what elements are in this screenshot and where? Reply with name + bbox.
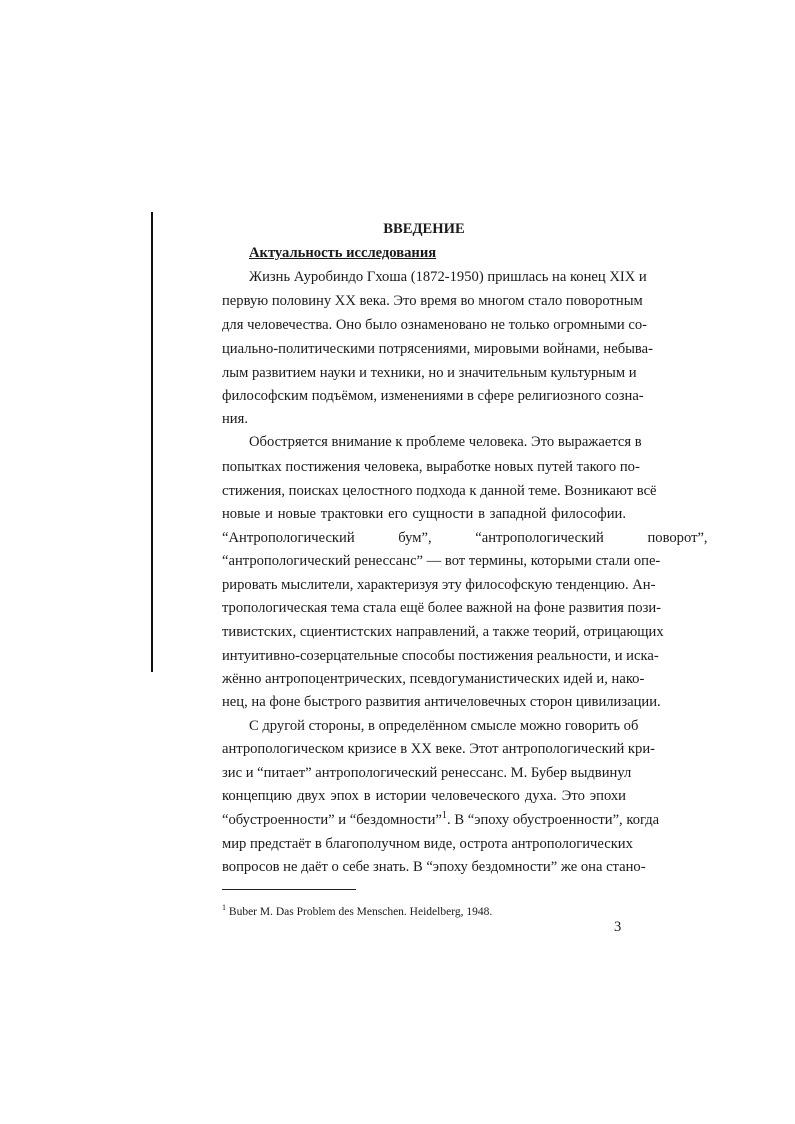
footnote-ref: 1: [441, 810, 448, 822]
p2-line-3: стижения, поисках целостного подхода к данной теме. Возникают всё: [222, 483, 657, 499]
p1-line-1: Жизнь Ауробиндо Гхоша (1872-1950) пришлась на конец XIX и: [249, 269, 647, 285]
p1-line-3: для человечества. Оно было ознаменовано не только огромными со-: [222, 317, 647, 333]
p2-line-10: интуитивно-созерцательные способы постижения реальности, и иска-: [222, 648, 659, 664]
p1-line-4: циально-политическими потрясениями, мировыми войнами, небыва-: [222, 341, 653, 357]
p1-line-7: ния.: [222, 411, 248, 427]
footnote-text: Buber M. Das Problem des Menschen. Heidelberg, 1948.: [226, 906, 493, 918]
footnote-marker: 1: [222, 903, 227, 913]
p2-line-2: попытках постижения человека, выработке новых путей такого по-: [222, 459, 640, 475]
p2-line-12: нец, на фоне быстрого развития античеловечных сторон цивилизации.: [222, 694, 661, 710]
p2-line-8: тропологическая тема стала ещё более важной на фоне развития пози-: [222, 600, 662, 616]
p2-line-5: “Антропологический бум”, “антропологический поворот”,: [222, 530, 708, 546]
p3-line-5: [222, 810, 660, 829]
p2-line-9: тивистских, сциентистских направлений, а также теорий, отрицающих: [222, 624, 664, 640]
margin-rule: [151, 212, 153, 672]
p2-line-7: рировать мыслители, характеризуя эту философскую тенденцию. Ан-: [222, 577, 656, 593]
footnote: [222, 905, 492, 919]
p3-line-4: концепцию двух эпох в истории человеческого духа. Это эпохи: [222, 788, 626, 804]
p3-line-3: зис и “питает” антропологический ренессанс. М. Бубер выдвинул: [222, 765, 632, 781]
footnote-rule: [222, 889, 356, 890]
p2-line-1: Обостряется внимание к проблеме человека. Это выражается в: [249, 434, 642, 450]
p3-line-6: мир предстаёт в благополучном виде, острота антропологических: [222, 836, 633, 852]
p1-line-2: первую половину XX века. Это время во многом стало поворотным: [222, 293, 643, 309]
p3-line-7: вопросов не даёт о себе знать. В “эпоху бездомности” же она стано-: [222, 859, 646, 875]
section-subheading: Актуальность исследования: [249, 245, 437, 261]
p3-line-5-b: . В “эпоху обустроенности”, когда: [447, 812, 660, 828]
page-heading: ВВЕДЕНИЕ: [383, 221, 465, 237]
page-number: 3: [614, 919, 622, 935]
p2-line-4: новые и новые трактовки его сущности в западной философии.: [222, 506, 626, 522]
p3-line-1: С другой стороны, в определённом смысле можно говорить об: [249, 718, 639, 734]
p3-line-5-a: “обустроенности” и “бездомности”: [222, 812, 442, 828]
p1-line-5: лым развитием науки и техники, но и значительным культурным и: [222, 365, 637, 381]
p2-line-6: “антропологический ренессанс” — вот термины, которыми стали опе-: [222, 553, 661, 569]
p3-line-2: антропологическом кризисе в XX веке. Этот антропологический кри-: [222, 741, 655, 757]
p2-line-11: жённо антропоцентрических, псевдогуманистических идей и, нако-: [222, 671, 645, 687]
p1-line-6: философским подъёмом, изменениями в сфере религиозного созна-: [222, 388, 644, 404]
